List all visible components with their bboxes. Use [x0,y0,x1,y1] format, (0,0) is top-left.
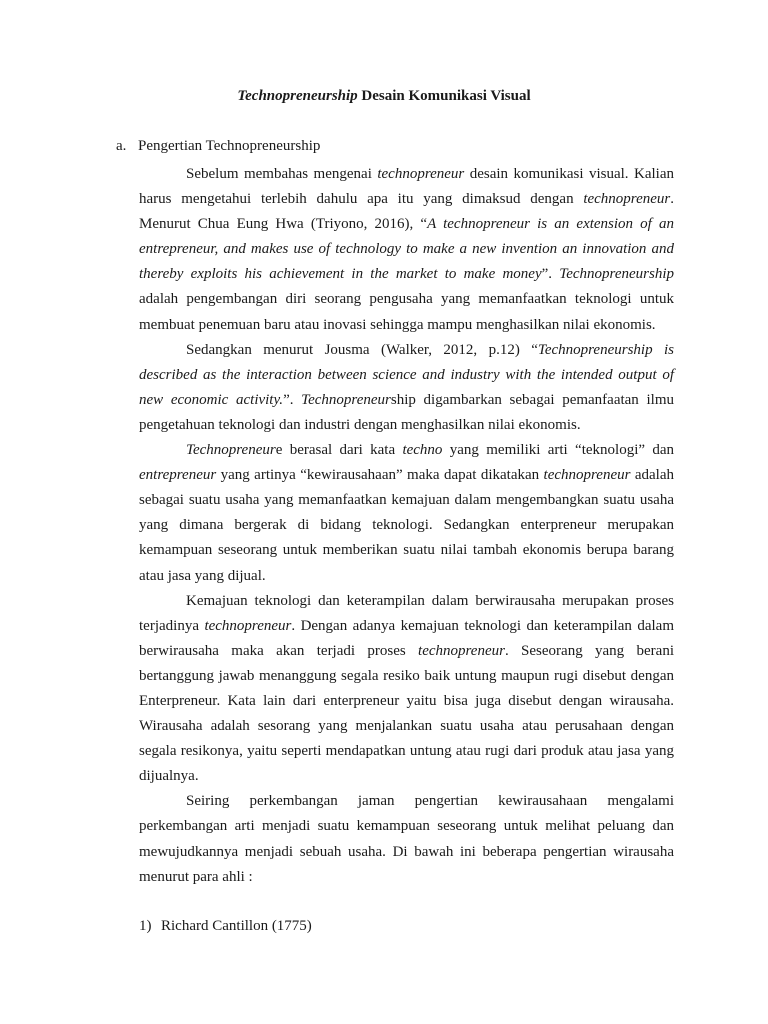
p4-italic-1: technopreneur [204,617,292,634]
paragraph-1 [139,162,674,338]
p1-text-2: desain komunikasi visual. Kalian harus mengetahui terlebih dahulu apa itu yang dimaksud dengan [139,166,674,208]
list-item-text: Richard Cantillon (1775) [161,918,312,934]
p1-quote: A technopreneur is an extension of an entrepreneur, and makes use of technology to make a new invention an innovation and thereby exploits his achievement in the market to make money [139,216,674,283]
section-letter: a. [116,138,127,154]
p4-text-3: . Seseorang yang berani bertanggung jawab menanggung segala resiko baik untung maupun rugi disebut dengan Enterpreneur. Kata lain dari enterpreneur yaitu bisa juga disebut dengan wirausaha. Wirausaha adalah sesorang yang menjalankan suatu usaha atau perusahaan dengan segala resikonya, yaitu seperti mendapatkan untung atau rugi dari produk atau jasa yang dijualnya. [139,642,674,785]
p3-text-2: yang memiliki arti “teknologi” dan [442,442,674,459]
p1-italic-4: Technopreneurship [559,266,674,283]
list-item [139,916,312,936]
page-title [0,86,768,106]
p1-text-1: Sebelum membahas mengenai [186,166,378,182]
section-heading-text: Pengertian Technopreneurship [138,138,321,154]
p2-text-2: ”. [283,391,302,408]
p1-italic-1: technopreneur [377,166,465,182]
p1-italic-2: technopreneur [583,191,671,208]
p4-text-1: Kemajuan teknologi dan keterampilan dalam berwirausaha merupakan proses terjadinya [139,592,674,634]
p4-italic-2: technopreneur [418,642,505,659]
paragraph-3 [139,438,674,589]
p1-text-3: . Menurut Chua Eung Hwa (Triyono, 2016), “ [139,191,674,233]
p3-italic-3: entrepreneur [139,467,217,484]
p1-text-5: adalah pengembangan diri seorang pengusaha yang memanfaatkan teknologi untuk membuat penemuan baru atau inovasi sehingga mampu menghasilkan nilai ekonomis. [139,291,674,333]
body-text [139,162,674,890]
title-rest: Desain Komunikasi Visual [357,88,531,104]
p2-text-1: Sedangkan menurut Jousma (Walker, 2012, p.12) “ [186,341,538,358]
section-heading [116,136,320,156]
p5-text-1: Seiring perkembangan jaman pengertian kewirausahaan mengalami perkembangan arti menjadi suatu kemampuan seseorang untuk melihat peluang dan mewujudkannya menjadi sebuah usaha. Di bawah ini beberapa pengertian wirausaha menurut para ahli : [139,793,674,885]
title-italic: Technopreneurship [237,88,358,104]
p3-text-3: yang artinya “kewirausahaan” maka dapat dikatakan [216,467,544,484]
p3-italic-4: technopreneur [543,467,631,484]
paragraph-5 [139,789,674,889]
p2-text-3: ship digambarkan sebagai pemanfaatan ilmu pengetahuan teknologi dan industri dengan menghasilkan nilai ekonomis. [139,391,674,433]
list-item-number: 1) [139,918,152,934]
p3-text-1: e berasal dari kata [275,442,403,459]
p4-text-2: . Dengan adanya kemajuan teknologi dan keterampilan dalam berwirausaha maka akan terjadi proses [139,617,674,659]
p2-quote: Technopreneurship is described as the interaction between science and industry with the intended output of new economic activity. [139,341,674,408]
paragraph-4 [139,589,674,790]
p3-italic-2: techno [402,442,443,459]
p1-text-4: ”. [541,266,560,283]
p3-italic-1: Technopreneur [186,442,276,459]
paragraph-2 [139,338,674,438]
p2-italic-2: Technopreneur [301,391,391,408]
p3-text-4: adalah sebagai suatu usaha yang memanfaatkan kemajuan dalam mengembangkan suatu usaha yang dimana bergerak di bidang teknologi. Sedangkan enterpreneur merupakan kemampuan seseorang untuk memberikan suatu nilai tambah ekonomis berupa barang atau jasa yang dijual. [139,467,675,584]
